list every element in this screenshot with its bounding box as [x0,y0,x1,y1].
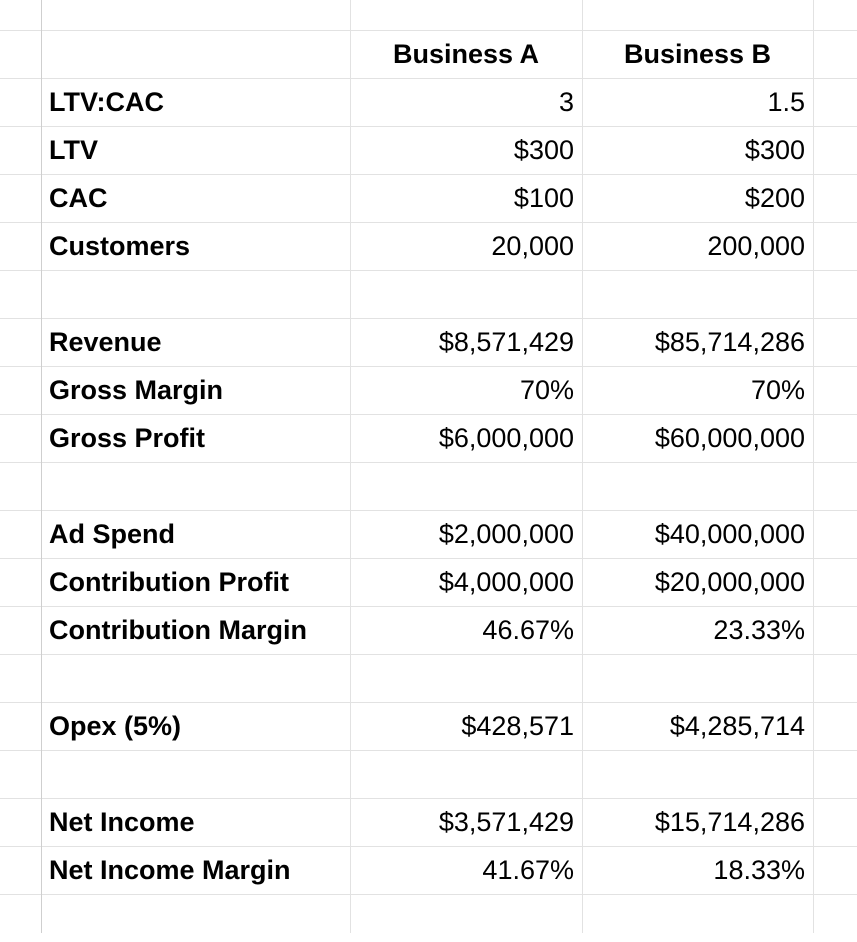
business-b-cell[interactable] [582,463,813,510]
blank-row [0,654,857,702]
ltv-business-b[interactable]: $300 [744,135,805,165]
row-stub-cell[interactable] [0,607,41,654]
column-gridline [41,0,42,933]
row-stub-cell[interactable] [0,175,41,222]
row-stub-cell[interactable] [0,703,41,750]
business-b-cell[interactable] [582,751,813,798]
row-stub-cell[interactable] [0,463,41,510]
business-a-header[interactable]: Business A [392,39,540,69]
cac-business-a[interactable]: $100 [513,183,574,213]
blank-row [0,894,857,942]
label-cell[interactable] [41,751,350,798]
table-row [0,366,857,414]
column-gridline [582,0,583,933]
opex-business-b[interactable]: $4,285,714 [669,711,805,741]
column-gridline [813,0,814,933]
cac-label[interactable]: CAC [49,183,108,213]
business-a-cell[interactable] [350,463,582,510]
table-row [0,174,857,222]
ad-spend-business-a[interactable]: $2,000,000 [438,519,574,549]
label-cell[interactable] [41,895,350,942]
row-stub-cell[interactable] [0,751,41,798]
business-b-header[interactable]: Business B [623,39,772,69]
row-stub-cell[interactable] [0,223,41,270]
table-row [0,510,857,558]
row-stub-cell[interactable] [0,271,41,318]
row-stub-cell[interactable] [0,319,41,366]
row-stub-cell[interactable] [0,895,41,942]
customers-business-a[interactable]: 20,000 [491,231,574,261]
table-row [0,558,857,606]
gross-margin-business-a[interactable]: 70% [519,375,574,405]
contribution-margin-business-a[interactable]: 46.67% [482,615,574,645]
table-row [0,126,857,174]
gross-margin-business-b[interactable]: 70% [750,375,805,405]
business-a-cell[interactable] [350,271,582,318]
gross-margin-label[interactable]: Gross Margin [49,375,224,405]
blank-row [0,270,857,318]
label-cell[interactable] [41,271,350,318]
net-income-margin-business-a[interactable]: 41.67% [482,855,574,885]
row-stub-cell[interactable] [0,559,41,606]
business-b-cell[interactable] [582,271,813,318]
row-stub-cell[interactable] [0,0,41,30]
row-stub-cell[interactable] [0,31,41,78]
contribution-profit-business-a[interactable]: $4,000,000 [438,567,574,597]
business-a-cell[interactable] [350,895,582,942]
gross-profit-business-a[interactable]: $6,000,000 [438,423,574,453]
opex-label[interactable]: Opex (5%) [49,711,182,741]
business-b-cell[interactable] [582,655,813,702]
ltv-business-a[interactable]: $300 [513,135,574,165]
table-row [0,0,857,30]
revenue-label[interactable]: Revenue [49,327,162,357]
row-stub-cell[interactable] [0,511,41,558]
ad-spend-label[interactable]: Ad Spend [49,519,175,549]
business-a-cell[interactable] [350,655,582,702]
ltv-cac-business-a[interactable]: 3 [558,87,574,117]
cac-business-b[interactable]: $200 [744,183,805,213]
revenue-business-a[interactable]: $8,571,429 [438,327,574,357]
business-a-cell[interactable] [350,751,582,798]
row-stub-cell[interactable] [0,127,41,174]
net-income-label[interactable]: Net Income [49,807,195,837]
table-row [0,414,857,462]
column-gridline [350,0,351,933]
header-row [0,30,857,78]
table-row [0,702,857,750]
customers-label[interactable]: Customers [49,231,191,261]
net-income-business-b[interactable]: $15,714,286 [654,807,805,837]
opex-business-a[interactable]: $428,571 [461,711,574,741]
table-row [0,318,857,366]
table-row [0,798,857,846]
contribution-margin-label[interactable]: Contribution Margin [49,615,307,645]
blank-row [0,750,857,798]
business-a-cell[interactable] [350,0,582,30]
revenue-business-b[interactable]: $85,714,286 [654,327,805,357]
row-stub-cell[interactable] [0,415,41,462]
ltv-cac-business-b[interactable]: 1.5 [767,87,805,117]
row-stub-cell[interactable] [0,799,41,846]
net-income-business-a[interactable]: $3,571,429 [438,807,574,837]
label-cell[interactable] [41,0,350,30]
ltv-cac-label[interactable]: LTV:CAC [49,87,164,117]
business-b-cell[interactable] [582,895,813,942]
row-stub-cell[interactable] [0,847,41,894]
net-income-margin-business-b[interactable]: 18.33% [713,855,805,885]
blank-row [0,462,857,510]
table-row [0,78,857,126]
row-stub-cell[interactable] [0,79,41,126]
ad-spend-business-b[interactable]: $40,000,000 [654,519,805,549]
row-stub-cell[interactable] [0,655,41,702]
net-income-margin-label[interactable]: Net Income Margin [49,855,291,885]
label-cell[interactable] [41,31,350,78]
ltv-label[interactable]: LTV [49,135,98,165]
contribution-profit-business-b[interactable]: $20,000,000 [654,567,805,597]
table-row [0,846,857,894]
row-stub-cell[interactable] [0,367,41,414]
table-row [0,606,857,654]
customers-business-b[interactable]: 200,000 [707,231,805,261]
business-b-cell[interactable] [582,0,813,30]
contribution-margin-business-b[interactable]: 23.33% [713,615,805,645]
label-cell[interactable] [41,463,350,510]
label-cell[interactable] [41,655,350,702]
gross-profit-business-b[interactable]: $60,000,000 [654,423,805,453]
gross-profit-label[interactable]: Gross Profit [49,423,206,453]
contribution-profit-label[interactable]: Contribution Profit [49,567,289,597]
table-row [0,222,857,270]
